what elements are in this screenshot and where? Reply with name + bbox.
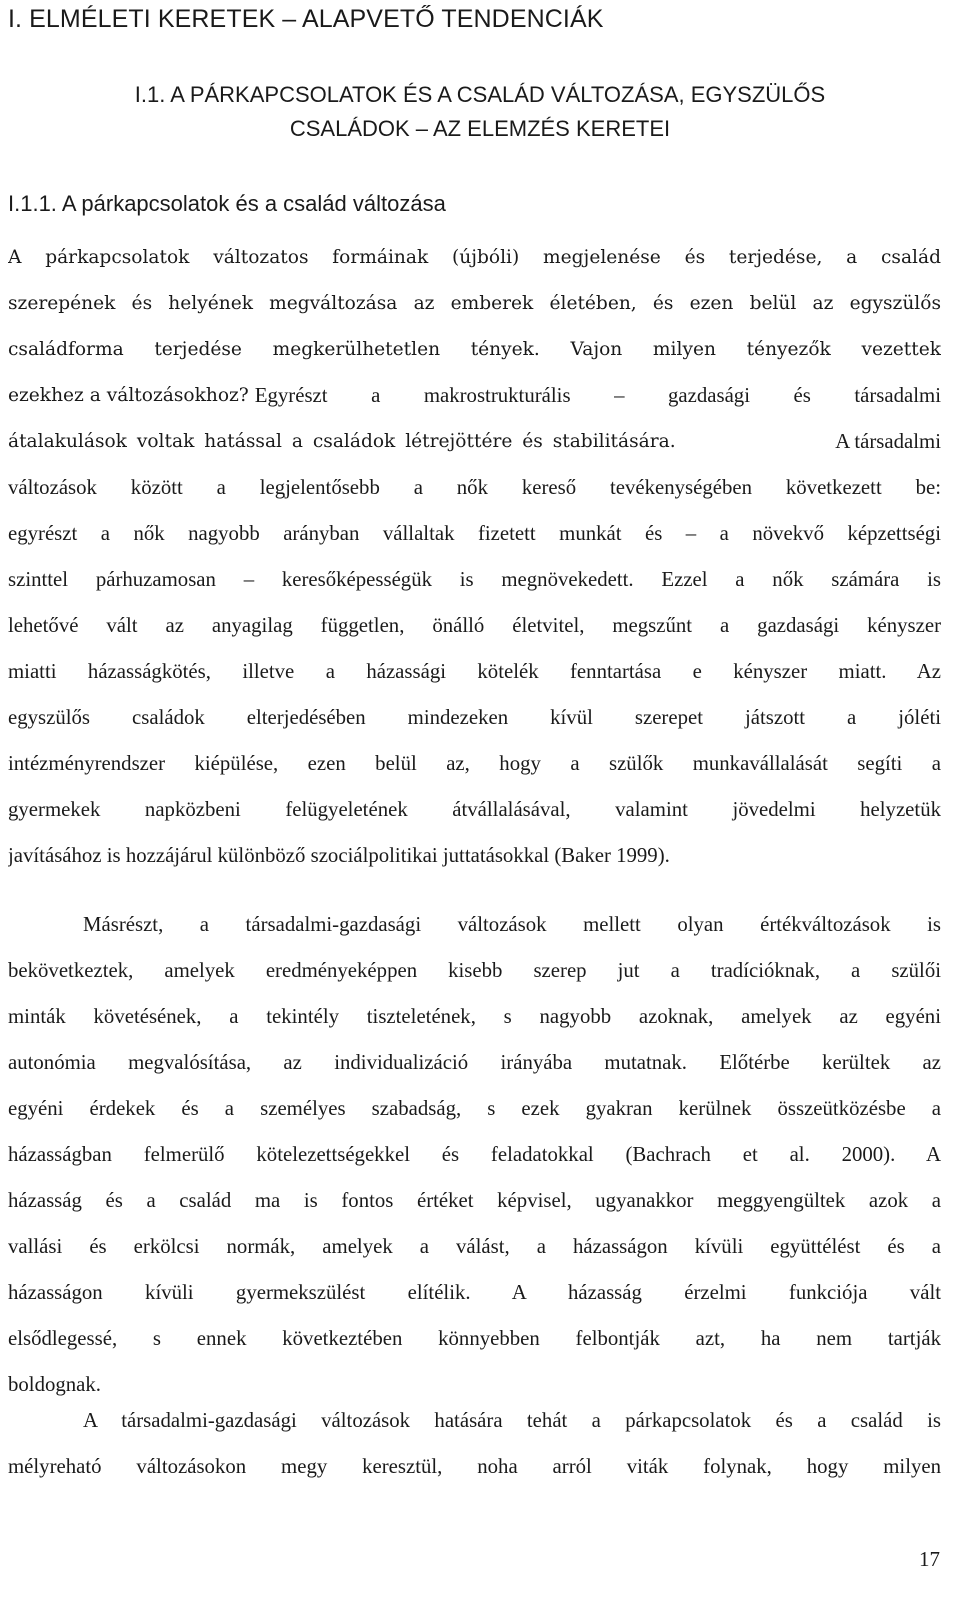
text-line: elsődlegessé, s ennek következtében könnyebben felbontják azt, ha nem tartják (8, 1327, 941, 1350)
text-line: Másrészt, a társadalmi-gazdasági változások mellett olyan értékváltozások is (83, 913, 941, 936)
page-number: 17 (919, 1547, 940, 1571)
text-segment: A társadalmi (835, 430, 941, 453)
text-line: A párkapcsolatok változatos formáinak (újbóli) megjelenése és terjedése, a család (8, 247, 941, 268)
text-line: családforma terjedése megkerülhetetlen tények. Vajon milyen tényezők vezettek (8, 339, 941, 360)
section-heading-line-1: I.1. A PÁRKAPCSOLATOK ÉS A CSALÁD VÁLTOZÁSA, EGYSZÜLŐS (134, 82, 826, 107)
text-line: lehetővé vált az anyagilag független, önálló életvitel, megszűnt a gazdasági kényszer (8, 614, 941, 637)
paragraph-1-mixed-line-1 (8, 373, 941, 419)
text-line: mélyreható változásokon megy keresztül, noha arról viták folynak, hogy milyen (8, 1455, 941, 1478)
text-line: egyszülős családok elterjedésében mindezeken kívül szerepet játszott a jóléti (8, 706, 941, 729)
subsection-heading: I.1.1. A párkapcsolatok és a család változása (8, 191, 446, 216)
text-line: bekövetkeztek, amelyek eredményeképpen kisebb szerep jut a tradícióknak, a szülői (8, 959, 941, 982)
text-line: házasságban felmerülő kötelezettségekkel és feladatokkal (Bachrach et al. 2000). A (8, 1143, 941, 1166)
text-line: változások között a legjelentősebb a nők kereső tevékenységében következett be: (8, 476, 941, 499)
chapter-heading: I. ELMÉLETI KERETEK – ALAPVETŐ TENDENCIÁK (8, 5, 604, 33)
text-line: javításához is hozzájárul különböző szociálpolitikai juttatásokkal (Baker 1999). (8, 844, 670, 867)
text-line (8, 373, 941, 419)
text-line: miatti házasságkötés, illetve a házassági kötelék fenntartása e kényszer miatt. Az (8, 660, 941, 683)
text-line: szerepének és helyének megváltozása az emberek életében, és ezen belül az egyszülős (8, 293, 941, 314)
text-line: minták követésének, a tekintély tiszteletének, s nagyobb azoknak, amelyek az egyéni (8, 1005, 941, 1028)
text-line: egyéni érdekek és a személyes szabadság, s ezek gyakran kerülnek összeütközésbe a (8, 1097, 941, 1120)
paragraph-1-part-a (8, 235, 941, 373)
text-line: házasságon kívüli gyermekszülést elítélik. A házasság érzelmi funkciója vált (8, 1281, 941, 1304)
text-line: egyrészt a nők nagyobb arányban vállaltak fizetett munkát és – a növekvő képzettségi (8, 522, 941, 545)
paragraph-1-part-d (8, 465, 941, 879)
section-heading (0, 78, 960, 146)
text-line: A társadalmi-gazdasági változások hatására tehát a párkapcsolatok és a család is (83, 1409, 941, 1432)
text-line: gyermekek napközbeni felügyeletének átvállalásával, valamint jövedelmi helyzetük (8, 798, 941, 821)
text-line: boldognak. (8, 1373, 101, 1396)
text-line (8, 419, 941, 465)
text-line: vallási és erkölcsi normák, amelyek a válást, a házasságon kívüli együttélést és a (8, 1235, 941, 1258)
text-line: házasság és a család ma is fontos értéket képvisel, ugyanakkor meggyengültek azok a (8, 1189, 941, 1212)
text-line: szinttel párhuzamosan – keresőképességük is megnövekedett. Ezzel a nők számára is (8, 568, 941, 591)
paragraph-2 (8, 902, 941, 1408)
section-heading-line-2: CSALÁDOK – AZ ELEMZÉS KERETEI (289, 116, 671, 141)
text-segment: átalakulások voltak hatással a családok létrejöttére és stabilitására. (8, 431, 676, 452)
paragraph-1-mixed-line-2 (8, 419, 941, 465)
text-line: autonómia megvalósítása, az individualizáció irányába mutatnak. Előtérbe kerültek az (8, 1051, 941, 1074)
text-segment: ezekhez a változásokhoz? (8, 385, 249, 406)
text-line: intézményrendszer kiépülése, ezen belül az, hogy a szülők munkavállalását segíti a (8, 752, 941, 775)
text-segment: Egyrészt a makrostrukturális – gazdasági és társadalmi (254, 384, 941, 407)
paragraph-3 (8, 1398, 941, 1490)
